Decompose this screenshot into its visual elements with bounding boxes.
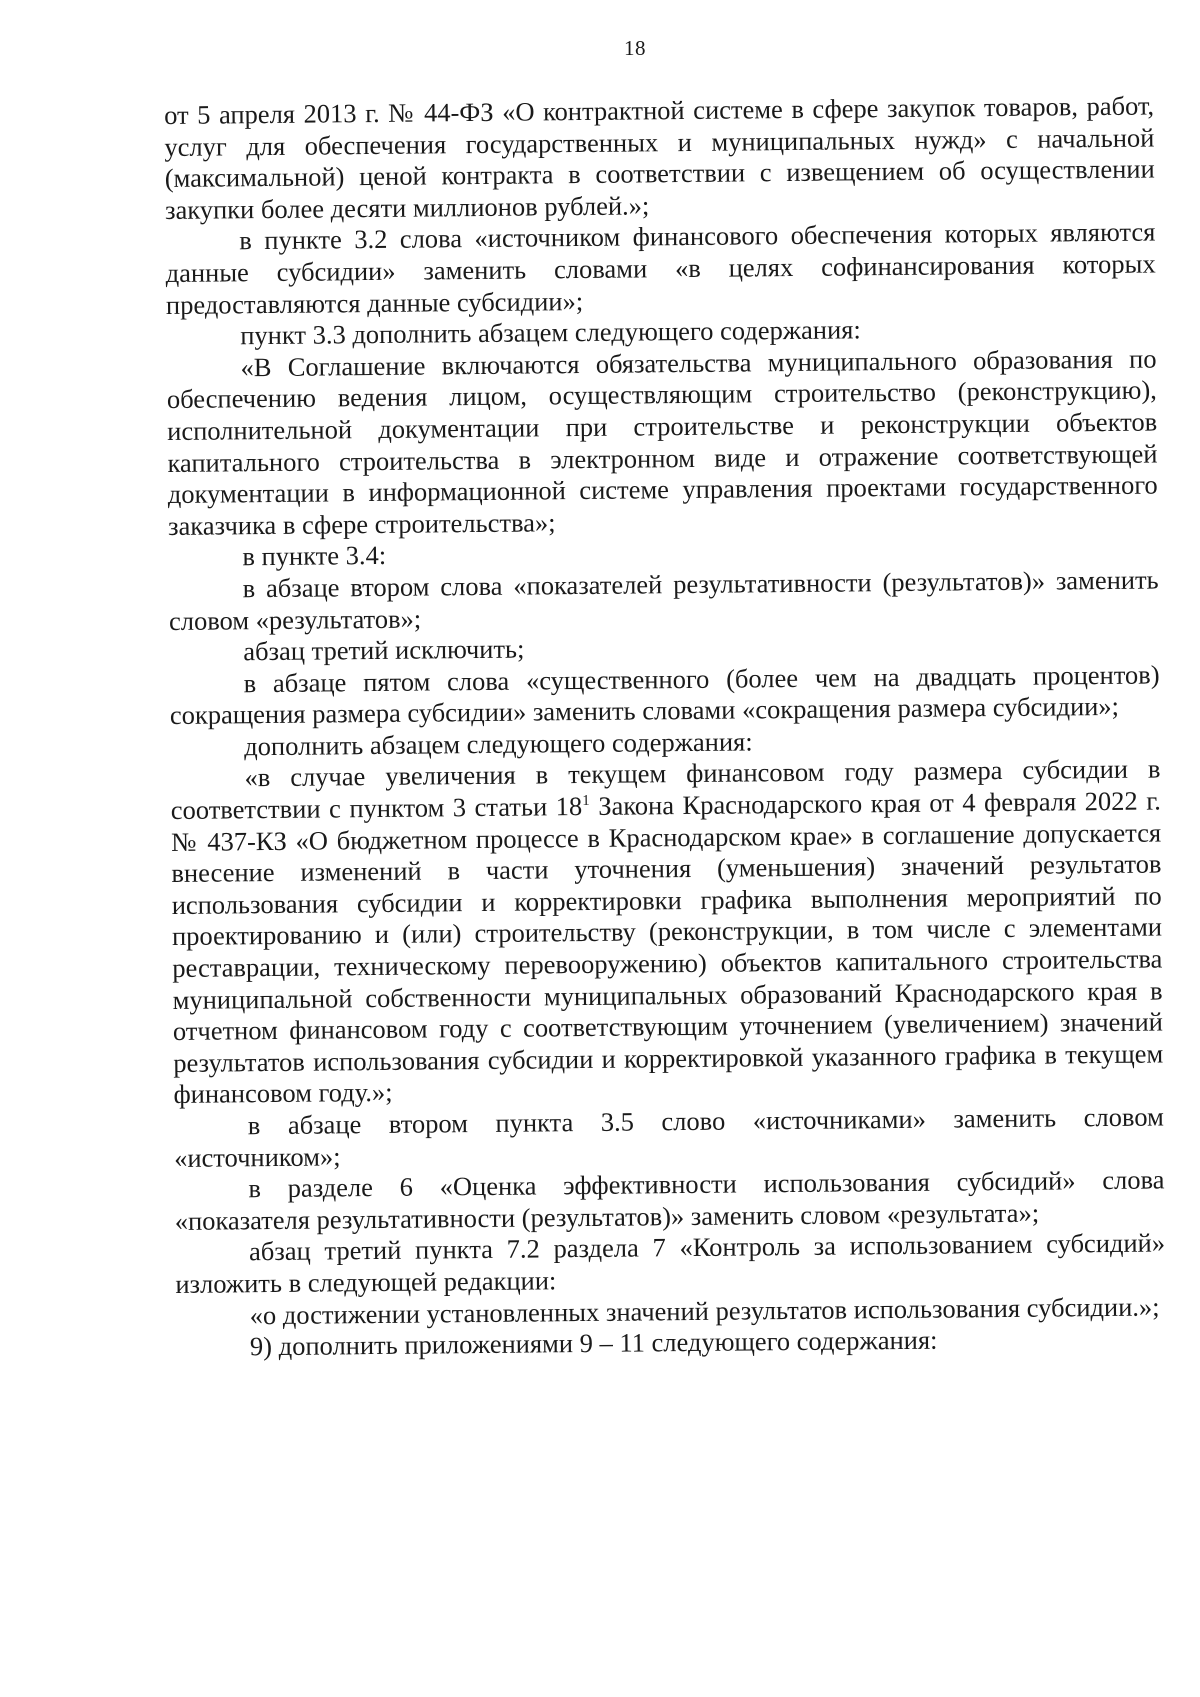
paragraph-clause-3-5: в абзаце втором пункта 3.5 слово «источниками» заменить словом «источником»; [174,1101,1164,1173]
paragraph-clause-3-3-quote: «В Соглашение включаются обязательства муниципального образования по обеспечению ведения лицом, осуществляющим строительство (реконструкцию), исполнительной документации при строительстве и реконструкции объектов капитального строительства в электронном виде и отражение соответствующей документации в информационной системе управления проектами государственного заказчика в сфере строительства»; [166,343,1158,541]
document-body [164,90,1166,1363]
paragraph-item-9: 9) дополнить приложениями 9 – 11 следующего содержания: [249,1324,938,1362]
paragraph-section-6: в разделе 6 «Оценка эффективности использования субсидий» слова «показателя результативности (результатов)» заменить словом «результата»; [174,1164,1165,1236]
paragraph-clause-3-4-intro: в пункте 3.4: [242,540,387,572]
paragraph-clause-3-4-add-intro: дополнить абзацем следующего содержания: [244,726,753,762]
paragraph-clause-3-4-add-quote [170,754,1163,1111]
article-superscript: 1 [582,793,590,810]
paragraph-clause-3-3-intro: пункт 3.3 дополнить абзацем следующего содержания: [240,314,861,351]
paragraph-clause-7-2-quote: «о достижении установленных значений результатов использования субсидии.»; [249,1291,1160,1330]
paragraph-clause-3-4-fifth: в абзаце пятом слова «существенного (более чем на двадцать процентов) сокращения размера субсидии» заменить словами «сокращения размера субсидии»; [169,659,1160,731]
paragraph-clause-3-4-second: в абзаце втором слова «показателей результативности (результатов)» заменить словом «результатов»; [168,564,1159,636]
paragraph-clause-3-2: в пункте 3.2 слова «источником финансового обеспечения которых являются данные субсидии» заменить словами «в целях софинансирования которых предоставляются данные субсидии»; [165,216,1156,320]
paragraph-clause-3-4-third: абзац третий исключить; [243,633,525,667]
paragraph-text-after-superscript: Закона Краснодарского края от 4 февраля 2022 г. № 437-КЗ «О бюджетном процессе в Краснодарском крае» в соглашение допускается внесение изменений в части уточнения (уменьшения) значений результатов использования субсидии и корректировки графика выполнения мероприятий по проектированию и (или) строительству (реконструкции, в том числе с элементами реставрации, техническому перевооружению) объектов капитального строительства муниципальной собственности муниципальных образований Краснодарского края в отчетном финансовом году с соответствующим уточнением (увеличением) значений результатов использования субсидии и корректировкой указанного графика в текущем финансовом году.»; [170,785,1164,1110]
page-number: 18 [624,36,646,60]
paragraph-text-before-superscript: «в случае увеличения в текущем финансовом году размера субсидии в соответствии с пунктом 3 статьи 18 [170,753,1161,826]
paragraph-clause-7-2-intro: абзац третий пункта 7.2 раздела 7 «Контроль за использованием субсидий» изложить в следующей редакции: [175,1227,1166,1299]
paragraph-law-reference-continuation: от 5 апреля 2013 г. № 44-ФЗ «О контрактной системе в сфере закупок товаров, работ, услуг для обеспечения государственных и муниципальных нужд» с начальной (максимальной) ценой контракта в соответствии с извещением об осуществлении закупки более десяти миллионов рублей.»; [164,90,1155,225]
